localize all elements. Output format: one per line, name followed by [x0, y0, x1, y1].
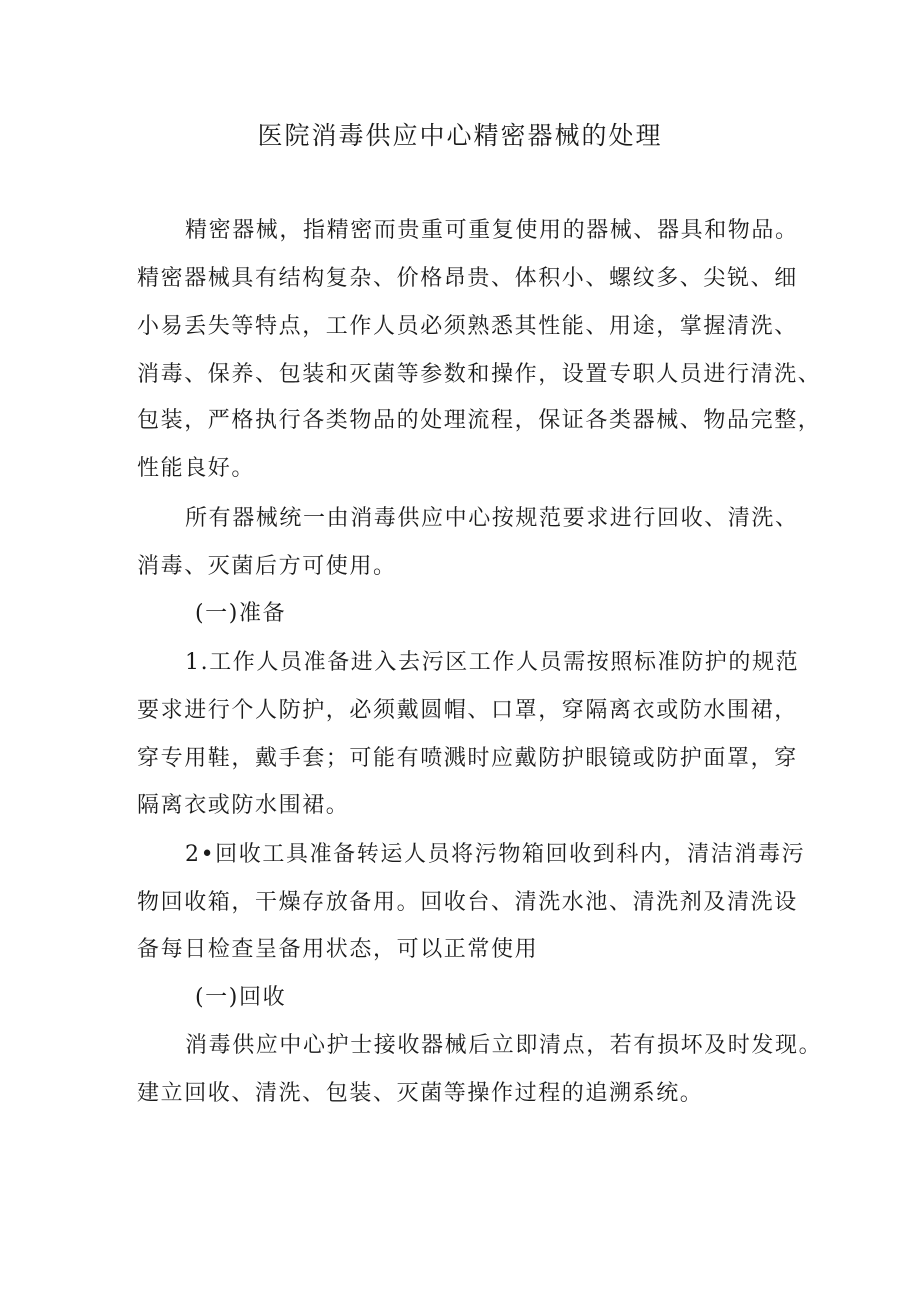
paragraph-line: 包装，严格执行各类物品的处理流程，保证各类器械、物品完整，: [137, 408, 822, 433]
paragraph-line: 消毒、保养、包装和灭菌等参数和操作，设置专职人员进行清洗、: [137, 362, 822, 387]
paragraph-line: 性能良好。: [137, 456, 256, 481]
paragraph-line: 精密器械，指精密而贵重可重复使用的器械、器具和物品。: [185, 218, 799, 243]
paragraph-line: 消毒供应中心护士接收器械后立即清点，若有损坏及时发现。: [185, 1033, 823, 1058]
paragraph-line: 2•回收工具准备转运人员将污物箱回收到科内，清洁消毒污: [185, 842, 806, 867]
paragraph-line: 1.工作人员准备进入去污区工作人员需按照标准防护的规范: [185, 650, 800, 675]
paragraph-line: 精密器械具有结构复杂、价格昂贵、体积小、螺纹多、尖锐、细: [137, 266, 798, 291]
paragraph-line: 穿专用鞋，戴手套；可能有喷溅时应戴防护眼镜或防护面罩，穿: [137, 746, 798, 771]
paragraph-line: 建立回收、清洗、包装、灭菌等操作过程的追溯系统。: [137, 1081, 704, 1106]
section-heading: (一)回收: [195, 985, 287, 1010]
paragraph-line: 隔离衣或防水围裙。: [137, 793, 350, 818]
paragraph-line: 备每日检查呈备用状态，可以正常使用: [137, 937, 539, 962]
section-heading: (一)准备: [195, 601, 287, 626]
document-title: 医院消毒供应中心精密器械的处理: [257, 121, 663, 150]
paragraph-line: 消毒、灭菌后方可使用。: [137, 554, 397, 579]
paragraph-line: 小易丢失等特点，工作人员必须熟悉其性能、用途，掌握清洗、: [137, 314, 798, 339]
paragraph-line: 要求进行个人防护，必须戴圆帽、口罩，穿隔离衣或防水围裙，: [137, 698, 798, 723]
paragraph-line: 物回收箱，干燥存放备用。回收台、清洗水池、清洗剂及清洗设: [137, 890, 798, 915]
paragraph-line: 所有器械统一由消毒供应中心按规范要求进行回收、清洗、: [185, 506, 799, 531]
